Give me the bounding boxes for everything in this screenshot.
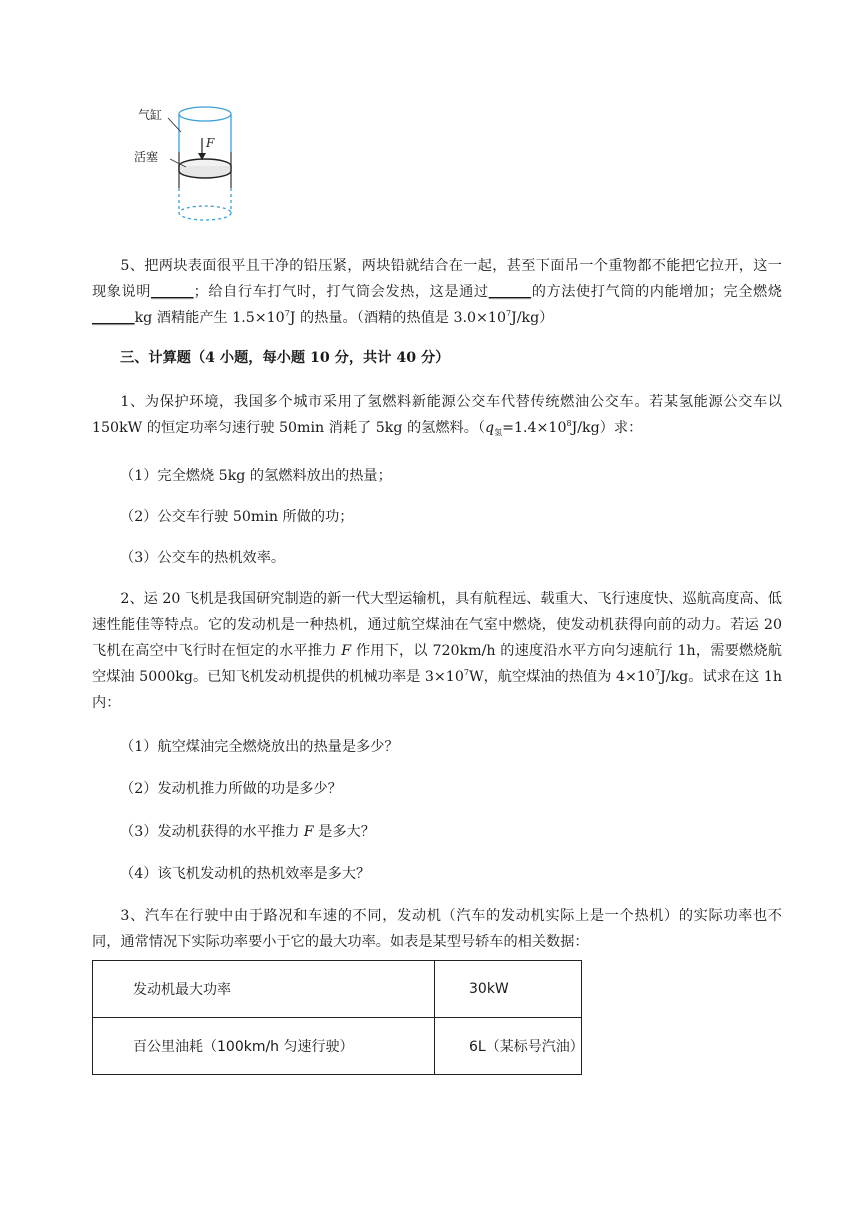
- problem-2: [92, 586, 782, 716]
- p2-item-3-text-2: 是多大？: [313, 824, 375, 840]
- q5-text-3: 的方法使打气筒的内能增加；完全燃烧: [531, 284, 782, 300]
- p1-text-3: J/kg）求：: [571, 420, 643, 436]
- p2-exponent-1: 7: [463, 668, 469, 677]
- q5-text-2: ；给自行车打气时，打气筒会发热，这是通过: [193, 284, 489, 300]
- table-cell: 发动机最大功率: [93, 961, 435, 1018]
- q5-text-4: kg 酒精能产生 1.5×10: [134, 310, 285, 326]
- p2-text-3: W，航空煤油的热值为 4×10: [468, 669, 655, 685]
- p2-item-3: [120, 821, 375, 841]
- cylinder-label: 气缸: [138, 108, 163, 122]
- question-5: [92, 253, 782, 331]
- q5-blank-3: ______: [92, 310, 135, 326]
- p1-q-subscript: 氢: [494, 428, 503, 437]
- p2-item-1: （1）航空煤油完全燃烧放出的热量是多少？: [120, 739, 399, 755]
- table-cell: 6L（某标号汽油）: [435, 1018, 582, 1075]
- p1-item-3: （3）公交车的热机效率。: [120, 550, 286, 566]
- q5-text-5: J 的热量。（酒精的热值是 3.0×10: [289, 310, 506, 326]
- p1-item-2: （2）公交车行驶 50min 所做的功；: [120, 509, 354, 525]
- p1-item-1: （1）完全燃烧 5kg 的氢燃料放出的热量；: [120, 468, 392, 484]
- p2-force-symbol: F: [341, 643, 352, 659]
- p2-item-2: （2）发动机推力所做的功是多少？: [120, 781, 342, 797]
- p2-exponent-2: 7: [654, 668, 661, 677]
- q5-text-1: 5、把两块表面很平且干净的铅压紧，两块铅就结合在一起，甚至下面吊一个重物都不能把它拉开，这一现象说明: [92, 258, 782, 300]
- table-row: [93, 1018, 582, 1075]
- table-cell: 30kW: [435, 961, 582, 1018]
- piston-label: 活塞: [134, 150, 159, 164]
- p1-text-1: 1、为保护环境，我国多个城市采用了氢燃料新能源公交车代替传统燃油公交车。若某氢能源公交车以 150kW 的恒定功率匀速行驶 50min 消耗了 5kg 的氢燃料。（: [92, 394, 782, 436]
- p2-item-3-force-symbol: F: [303, 824, 314, 840]
- q5-blank-1: ______: [151, 284, 194, 300]
- p2-item-4: （4）该飞机发动机的热机效率是多大？: [120, 866, 371, 882]
- q5-text-6: J/kg）: [511, 310, 554, 326]
- force-label: F: [206, 136, 215, 150]
- q5-blank-2: ______: [488, 284, 532, 300]
- car-spec-table: [92, 960, 582, 1075]
- p2-text-4: J/kg。试求在这 1h 内：: [92, 669, 783, 711]
- p1-text-2: =1.4×10: [502, 420, 567, 436]
- problem-3: 3、汽车在行驶中由于路况和车速的不同，发动机（汽车的发动机实际上是一个热机）的实际功率也不同，通常情况下实际功率要小于它的最大功率。如表是某型号轿车的相关数据：: [92, 908, 782, 950]
- p1-exponent: 8: [566, 419, 572, 428]
- q5-exponent-2: 7: [505, 309, 512, 318]
- table-row: [93, 961, 582, 1018]
- p1-q-symbol: q: [484, 420, 495, 436]
- q5-exponent-1: 7: [284, 309, 290, 318]
- cylinder-figure: [134, 100, 244, 228]
- table-cell: 百公里油耗（100km/h 匀速行驶）: [93, 1018, 435, 1075]
- p2-item-3-text-1: （3）发动机获得的水平推力: [120, 824, 304, 840]
- p2-text-1: 2、运 20 飞机是我国研究制造的新一代大型运输机，具有航程远、载重大、飞行速度快、巡航高度高、低速性能佳等特点。它的发动机是一种热机，通过航空煤油在气室中燃烧，使发动机获得向前的动力。若运 20 飞机在高空中飞行时在恒定的水平推力: [92, 591, 782, 659]
- problem-1: [92, 389, 782, 441]
- p2-text-2: 作用下，以 720km/h 的速度沿水平方向匀速航行 1h，需要燃烧航空煤油 5000kg。已知飞机发动机提供的机械功率是 3×10: [92, 643, 782, 685]
- section-heading: 三、计算题（4 小题，每小题 10 分，共计 40 分）: [120, 350, 450, 366]
